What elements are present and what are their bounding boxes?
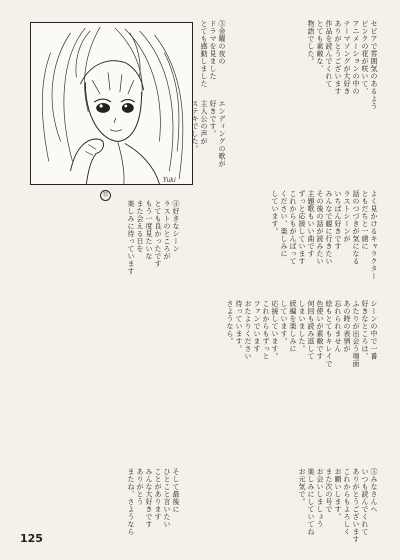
text-line: アニメーションの中の	[352, 20, 360, 95]
text-line: 作品を読んでくれて	[325, 20, 333, 88]
text-column-3	[190, 190, 378, 290]
text-column-1	[228, 20, 378, 180]
text-line: 続編を楽しみに	[289, 300, 297, 353]
text-line: これからもずっと	[262, 300, 270, 360]
text-line: 何回も読み返して	[307, 300, 315, 360]
text-column-5	[30, 300, 378, 458]
text-line: これからもがんばって	[289, 190, 297, 265]
text-line: 好きです。	[209, 100, 217, 138]
text-column-2b	[191, 100, 226, 180]
text-line: ラストシーンが	[343, 190, 351, 243]
text-line: とても良かったです	[154, 200, 162, 268]
text-line: 待っています。	[235, 300, 243, 353]
text-line: またね、さようなら	[127, 468, 135, 536]
text-line: ずっと応援しています	[298, 190, 306, 265]
text-line: いちばん好きです	[334, 190, 342, 250]
text-line: ください、楽しみに	[280, 190, 288, 258]
text-line: ドラマを見ました	[209, 20, 217, 80]
text-line: また会える日を	[136, 200, 144, 253]
text-line: お会いしましょう	[316, 468, 324, 528]
text-line: みんなで観に行きたい	[325, 190, 333, 265]
text-line: 忘れられません	[334, 300, 342, 353]
text-line: セピアで雰囲気のあるよう	[370, 20, 378, 110]
manga-illustration	[30, 22, 193, 185]
page-number: 125	[20, 532, 43, 545]
text-line: よく見かけるキャラクター	[370, 190, 378, 280]
text-line: ファンでいます	[253, 300, 261, 353]
text-line: もう一度見たいな	[145, 200, 153, 260]
text-line: 楽しみにしていてね	[307, 468, 315, 536]
text-line: とても素敵な、	[316, 20, 324, 73]
text-line: また次の号で	[325, 468, 333, 513]
text-line: 色使いが素敵です	[316, 300, 324, 360]
text-line: ③金曜の夜の	[218, 20, 226, 65]
text-column-4	[30, 200, 180, 290]
text-line: 主題歌もいい曲です	[307, 190, 315, 258]
text-line: いつも読んでくれて	[361, 468, 369, 536]
text-line: その後の話が読みたい	[316, 190, 324, 265]
text-line: ピンクの花が咲いて、	[361, 20, 369, 95]
text-line: しています。	[280, 300, 288, 345]
text-line: ことがあります	[154, 468, 162, 521]
question-number-badge: ⑫	[100, 190, 111, 201]
text-line: 好きなところは、	[361, 300, 369, 360]
text-line: ラストのところが	[163, 200, 171, 260]
text-line: ともだちと一緒に	[361, 190, 369, 250]
text-line: しまいました。	[298, 300, 306, 353]
text-line: ありがとう	[136, 468, 144, 506]
text-line: 応援しています。	[271, 300, 279, 360]
text-line: ひとこと言いたい	[163, 468, 171, 528]
text-line: そして最後に	[172, 468, 180, 513]
text-line: しています。	[271, 190, 279, 235]
text-line: ありがとうございます	[334, 20, 342, 95]
girl-portrait-drawing	[31, 23, 192, 184]
text-line: 話のつづきが気になる	[352, 190, 360, 265]
artist-signature: Yuki	[163, 177, 176, 184]
text-line: ふたりが出会う場面	[352, 300, 360, 368]
text-line: シーンの中で一番	[370, 300, 378, 360]
text-line: ステキでした。	[191, 100, 199, 153]
text-column-7	[40, 468, 180, 536]
text-line: さようなら。	[226, 300, 234, 345]
text-column-6	[190, 468, 378, 548]
text-line: あの時の表情が	[343, 300, 351, 353]
text-line: とても感動しました	[200, 20, 208, 88]
text-line: ありがとうございます	[352, 468, 360, 543]
text-line: 楽しみに待っています	[127, 200, 135, 275]
text-line: お願いします。	[334, 468, 342, 521]
text-line: ④好きなシーン	[172, 200, 180, 253]
text-line: みんな大好きです	[145, 468, 153, 528]
text-line: お元気で。	[298, 468, 306, 506]
text-line: おたよりください	[244, 300, 252, 360]
text-line: エンディングの歌が	[218, 100, 226, 168]
text-line: これからもよろしく	[343, 468, 351, 536]
text-line: 物語でした。	[307, 20, 315, 65]
text-line: ⑤みなさんへ	[370, 468, 378, 513]
text-line: 絵もとてもキレイで	[325, 300, 333, 368]
text-line: 主人公の声が	[200, 100, 208, 145]
text-line: テーマソングが大好き	[343, 20, 351, 95]
